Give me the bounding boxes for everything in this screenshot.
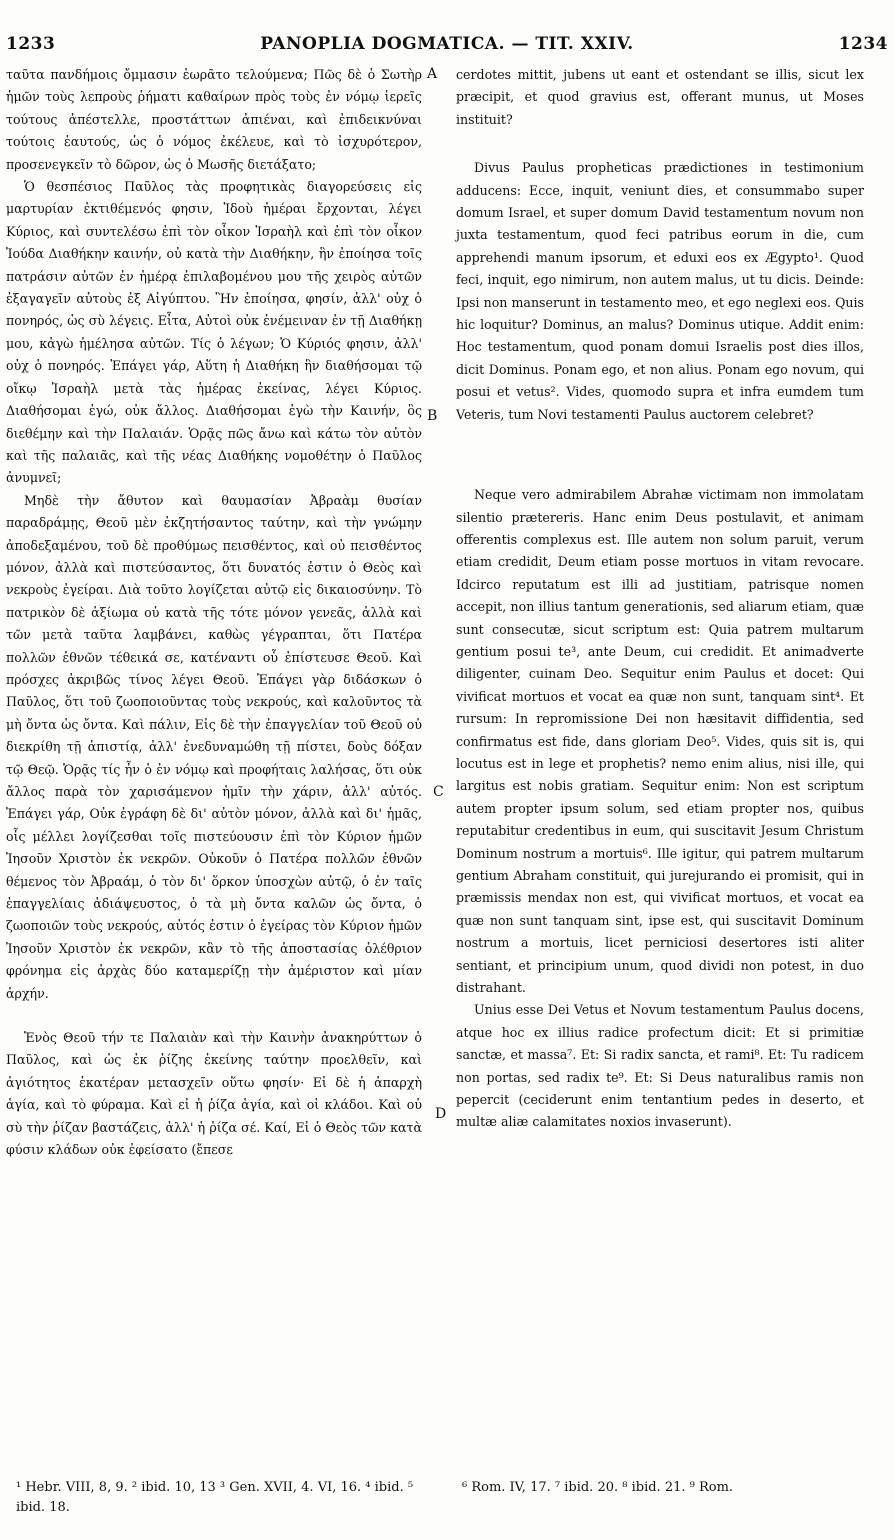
footnotes-left: ¹ Hebr. VIII, 8, 9. ² ibid. 10, 13 ³ Gen. XVII, 4. VI, 16. ⁴ ibid. ⁵ ibid. 18. <box>16 1480 414 1515</box>
greek-paragraph-1: ταῦτα πανδήμοις ὄμμασιν ἑωρᾶτο τελούμενα; Πῶς δὲ ὁ Σωτὴρ ἡμῶν τοὺς λεπροὺς ῥήματι καθαίρων πρὸς τοὺς ἐν νόμῳ ἱερεῖς τούτους ἀπέστελλε, προστάττων ἀπιέναι, καὶ ἐπιδεικνύναι τούτοις ἑαυτούς, ὡς ὁ νόμος ἐκέλευε, καὶ τὸ ἰσχυρότερον, προσενεγκεῖν τὸ δῶρον, ὡς ὁ Μωσῆς διετάξατο; <box>6 67 422 172</box>
margin-letter-a: A <box>427 66 438 82</box>
page-number-right: 1234 <box>838 34 888 54</box>
latin-paragraph-3: Neque vero admirabilem Abrahæ victimam non immolatam silentio prætereris. Hanc enim Deus postulavit, et animam offerentis complexus est. Ille autem non solum paruit, verum etiam credidit, Deum etiam posse mortuos in vitam revocare. Idcirco reputatum est illi ad justitiam, patrisque nomen accepit, non illius tantum generationis, sed aliarum etiam, quæ sunt consecutæ, sicut scriptum est: Quia patrem multarum gentium posui te³, ante Deum, cui credidit. Et animadverte diligenter, cuinam Deo. Sequitur enim Paulus et docet: Qui vivificat mortuos et vocat ea quæ non sunt, tanquam sint⁴. Et rursum: In repromissione Dei non hæsitavit diffidentia, sed confirmatus est fide, dans gloriam Deo⁵. Vides, quis sit is, qui locutus est in lege et prophetis? nemo enim alius, nisi ille, qui largitus est nobis gratiam. Sequitur enim: Non est scriptum autem propter ipsum solum, sed etiam propter nos, quibus reputabitur credentibus in eum, qui suscitavit Jesum Christum Dominum nostrum a mortuis⁶. Ille igitur, qui patrem multarum gentium Abraham constituit, qui jurejurando ei promisit, qui in præmissis mendax non est, qui vivificat mortuos, et vocat ea quæ non sunt tanquam sint, ipse est, qui suscitavit Dominum nostrum a mortuis, licet perniciosi desertores isti aliter sentiant, et principium unum, quod dividi non potest, in duo distrahant. <box>456 487 864 996</box>
running-title: PANOPLIA DOGMATICA. — TIT. XXIV. <box>260 34 634 54</box>
latin-paragraph-1: cerdotes mittit, jubens ut eant et ostendant se illis, sicut lex præcipit, et quod gravius est, offerant munus, ut Moses instituit? <box>456 67 864 127</box>
margin-letter-c: C <box>433 784 444 800</box>
margin-letter-d: D <box>435 1106 447 1122</box>
margin-letter-b: B <box>427 408 438 424</box>
page-number-left: 1233 <box>6 34 56 54</box>
greek-column <box>6 64 422 1162</box>
greek-paragraph-4: Ἑνὸς Θεοῦ τήν τε Παλαιὰν καὶ τὴν Καινὴν ἀνακηρύττων ὁ Παῦλος, καὶ ὡς ἐκ ῥίζης ἐκείνης ταύτην προελθεῖν, καὶ ἁγιότητος ἑκατέραν μετασχεῖν οὕτω φησίν· Εἰ δὲ ἡ ἀπαρχὴ ἁγία, καὶ τὸ φύραμα. Καὶ εἰ ἡ ῥίζα ἁγία, καὶ οἱ κλάδοι. Καὶ οὐ σὺ τὴν ῥίζαν βαστάζεις, ἀλλ' ἡ ῥίζα σέ. Καί, Εἰ ὁ Θεὸς τῶν κατὰ φύσιν κλάδων οὐκ ἐφείσατο (ἔπεσε <box>6 1030 422 1158</box>
footnotes-right: ⁶ Rom. IV, 17. ⁷ ibid. 20. ⁸ ibid. 21. ⁹ Rom. <box>462 1480 734 1495</box>
page-header <box>6 34 888 56</box>
latin-column <box>456 64 864 1134</box>
greek-paragraph-2: Ὁ θεσπέσιος Παῦλος τὰς προφητικὰς διαγορεύσεις εἰς μαρτυρίαν ἐκτιθέμενός φησιν, Ἰδοὺ ἡμέραι ἔρχονται, λέγει Κύριος, καὶ συντελέσω ἐπὶ τὸν οἶκον Ἰσραὴλ καὶ ἐπὶ τὸν οἶκον Ἰούδα Διαθήκην καινήν, οὐ κατὰ τὴν Διαθήκην, ἣν ἐποίησα τοῖς πατράσιν αὐτῶν ἐν ἡμέρᾳ ἐπιλαβομένου μου τῆς χειρὸς αὐτῶν ἐξαγαγεῖν αὐτοὺς ἐξ Αἰγύπτου. Ἣν ἐποίησα, φησίν, ἀλλ' οὐχ ὁ πονηρός, ὡς σὺ λέγεις. Εἶτα, Αὐτοὶ οὐκ ἐνέμειναν ἐν τῇ Διαθήκῃ μου, κἀγὼ ἠμέλησα αὐτῶν. Τίς ὁ λέγων; Ὁ Κύριός φησιν, ἀλλ' οὐχ ὁ πονηρός. Ἐπάγει γάρ, Αὕτη ἡ Διαθήκη ἣν διαθήσομαι τῷ οἴκῳ Ἰσραὴλ μετὰ τὰς ἡμέρας ἐκείνας, λέγει Κύριος. Διαθήσομαι ἐγώ, οὐκ ἄλλος. Διαθήσομαι ἐγὼ τὴν Καινήν, ὃς διεθέμην καὶ τὴν Παλαιάν. Ὁρᾷς πῶς ἄνω καὶ κάτω τὸν αὐτὸν καὶ τῆς παλαιᾶς, καὶ τῆς νέας Διαθήκης νομοθέτην ὁ Παῦλος ἀνυμνεῖ; <box>6 179 422 486</box>
latin-paragraph-4: Unius esse Dei Vetus et Novum testamentum Paulus docens, atque hoc ex illius radice profectum dicit: Et si primitiæ sanctæ, et massa⁷. Et: Si radix sancta, et rami⁸. Et: Tu radicem non portas, sed radix te⁹. Et: Si Deus naturalibus ramis non pepercit (ceciderunt enim tentantium pedes in deserto, et multæ aliæ calamitates noxios invaserunt). <box>456 1002 864 1130</box>
greek-paragraph-3: Μηδὲ τὴν ἄθυτον καὶ θαυμασίαν Ἀβραὰμ θυσίαν παραδράμῃς, Θεοῦ μὲν ἐκζητήσαντος ταύτην, καὶ τὴν γνώμην ἀποδεξαμένου, τοῦ δὲ προθύμως πεισθέντος, καὶ οὐ πεισθέντος μόνον, ἀλλὰ καὶ πιστεύσαντος, ὅτι δυνατός ἐστιν ὁ Θεὸς καὶ νεκροὺς ἐγείραι. Διὰ τοῦτο λογίζεται αὐτῷ εἰς δικαιοσύνην. Τὸ πατρικὸν δὲ ἀξίωμα οὐ κατὰ τῆς τότε μόνον γενεᾶς, ἀλλὰ καὶ τῶν μετὰ ταῦτα λαμβάνει, καθὼς γέγραπται, ὅτι Πατέρα πολλῶν ἐθνῶν τέθεικά σε, κατέναντι οὗ ἐπίστευσε Θεοῦ. Καὶ πρόσχες ἀκριβῶς τίνος λέγει Θεοῦ. Ἐπάγει γὰρ διδάσκων ὁ Παῦλος, ὅτι τοῦ ζωοποιοῦντας τοὺς νεκρούς, καὶ καλοῦντος τὰ μὴ ὄντα ὡς ὄντα. Καὶ πάλιν, Εἰς δὲ τὴν ἐπαγγελίαν τοῦ Θεοῦ οὐ διεκρίθη τῇ ἀπιστίᾳ, ἀλλ' ἐνεδυναμώθη τῇ πίστει, δοὺς δόξαν τῷ Θεῷ. Ὁρᾷς τίς ἦν ὁ ἐν νόμῳ καὶ προφήταις λαλήσας, ὅτι οὐκ ἄλλος παρὰ τὸν χαρισάμενον ἡμῖν τὴν χάριν, ἀλλ' αὐτός. Ἐπάγει γάρ, Οὐκ ἐγράφη δὲ δι' αὐτὸν μόνον, ἀλλὰ καὶ δι' ἡμᾶς, οἷς μέλλει λογίζεσθαι τοῖς πιστεύουσιν ἐπὶ τὸν Κύριον ἡμῶν Ἰησοῦν Χριστὸν ἐκ νεκρῶν. Οὐκοῦν ὁ Πατέρα πολλῶν ἐθνῶν θέμενος τὸν Ἀβραάμ, ὁ τὸν δι' ὅρκον ὑποσχὼν αὐτῷ, ὁ ἐν ταῖς ἐπαγγελίαις ἀδιάψευστος, ὁ τὰ μὴ ὄντα καλῶν ὡς ὄντα, ὁ ζωοποιῶν τοὺς νεκρούς, αὐτός ἐστιν ὁ ἐγείρας τὸν Κύριον ἡμῶν Ἰησοῦν Χριστὸν ἐκ νεκρῶν, κἂν τὸ τῆς ἀποστασίας ὀλέθριον φρόνημα εἰς ἀρχὰς δύο καταμερίζῃ τὴν ἀμέριστον καὶ μίαν ἀρχήν. <box>6 492 422 1001</box>
latin-paragraph-2: Divus Paulus propheticas prædictiones in testimonium adducens: Ecce, inquit, veniunt dies, et consummabo super domum Israel, et super domum David testamentum novum non juxta testamentum, quod feci patribus eorum in die, cum apprehendi manum ipsorum, et eduxi eos ex Ægypto¹. Quod feci, inquit, ego nimirum, non autem malus, ut tu dicis. Deinde: Ipsi non manserunt in testamento meo, et ego neglexi eos. Quis hic loquitur? Dominus, an malus? Dominus utique. Addit enim: Hoc testamentum, quod ponam domui Israelis post dies illos, dicit Dominus. Ponam ego, et non alius. Ponam ego novum, qui posui et vetus². Vides, quomodo supra et infra eumdem tum Veteris, tum Novi testamenti Paulus auctorem celebret? <box>456 160 864 422</box>
